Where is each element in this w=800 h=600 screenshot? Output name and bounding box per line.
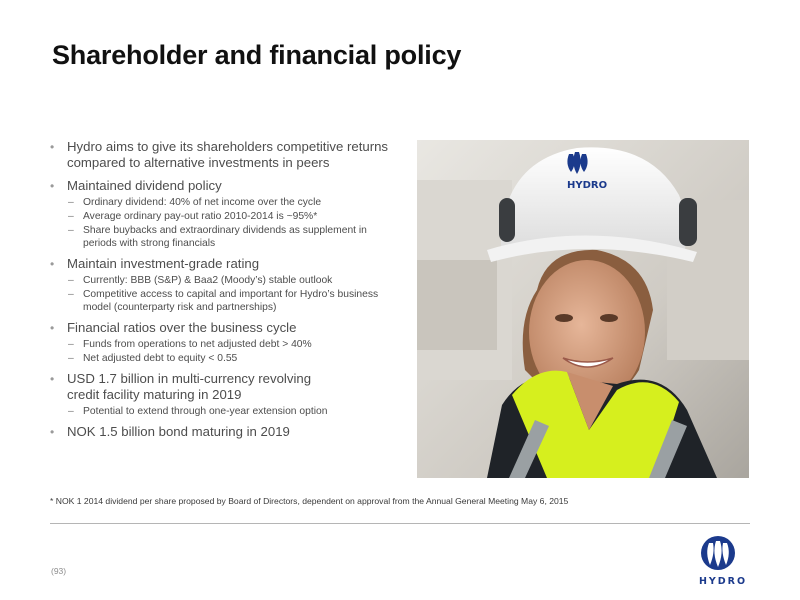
bullet-list — [50, 139, 405, 446]
bullet-text: USD 1.7 billion in multi-currency revolving credit facility maturing in 2019 — [67, 371, 312, 402]
bullet-dot-icon: • — [50, 372, 55, 386]
bullet-text: Maintain investment-grade rating — [67, 256, 260, 271]
sub-bullet-item — [67, 352, 405, 365]
dash-icon: – — [68, 211, 74, 222]
bullet-dot-icon: • — [50, 321, 55, 335]
sub-bullet-text: Competitive access to capital and important for Hydro’s business model (counterparty risk and partnerships) — [83, 289, 379, 313]
worker-illustration — [417, 140, 749, 478]
bullet-text: NOK 1.5 billion bond maturing in 2019 — [67, 424, 290, 439]
sub-bullet-list — [67, 274, 405, 314]
sub-bullet-list — [67, 196, 405, 250]
sub-bullet-item — [67, 288, 405, 314]
sub-bullet-item — [67, 196, 405, 209]
bullet-dot-icon: • — [50, 179, 55, 193]
bullet-item — [50, 320, 405, 365]
sub-bullet-text: Currently: BBB (S&P) & Baa2 (Moody’s) stable outlook — [83, 275, 333, 286]
footer-divider — [50, 523, 750, 524]
sub-bullet-text: Potential to extend through one-year extension option — [83, 406, 328, 417]
sub-bullet-text: Ordinary dividend: 40% of net income over the cycle — [83, 197, 322, 208]
bullet-item — [50, 139, 405, 171]
dash-icon: – — [68, 225, 74, 236]
bullet-item — [50, 371, 405, 418]
bullet-text: Maintained dividend policy — [67, 178, 222, 193]
sub-bullet-text: Average ordinary pay-out ratio 2010-2014 is ~95%* — [83, 211, 318, 222]
sub-bullet-text: Funds from operations to net adjusted debt > 40% — [83, 339, 312, 350]
sub-bullet-item — [67, 338, 405, 351]
dash-icon: – — [68, 289, 74, 300]
dash-icon: – — [68, 406, 74, 417]
sub-bullet-list — [67, 405, 405, 418]
sub-bullet-list — [67, 338, 405, 365]
bullet-dot-icon: • — [50, 425, 55, 439]
sub-bullet-item — [67, 405, 405, 418]
sub-bullet-item — [67, 210, 405, 223]
dash-icon: – — [68, 353, 74, 364]
hydro-logo-text: HYDRO — [698, 576, 748, 587]
bullet-dot-icon: • — [50, 140, 55, 154]
bullet-text: Financial ratios over the business cycle — [67, 320, 297, 335]
footnote: * NOK 1 2014 dividend per share proposed by Board of Directors, dependent on approval from the Annual General Meeting May 6, 2015 — [50, 496, 569, 506]
worker-photo — [417, 140, 749, 478]
bullet-item — [50, 424, 405, 440]
page-number: (93) — [51, 566, 67, 576]
bullet-dot-icon: • — [50, 257, 55, 271]
bullet-item — [50, 256, 405, 314]
sub-bullet-item — [67, 224, 405, 250]
dash-icon: – — [68, 339, 74, 350]
bullet-item — [50, 178, 405, 250]
dash-icon: – — [68, 275, 74, 286]
helmet-brand-text: HYDRO — [567, 180, 608, 191]
sub-bullet-item — [67, 274, 405, 287]
bullet-text: Hydro aims to give its shareholders competitive returns compared to alternative investments in peers — [67, 139, 389, 170]
sub-bullet-text: Net adjusted debt to equity < 0.55 — [83, 353, 238, 364]
dash-icon: – — [68, 197, 74, 208]
sub-bullet-text: Share buybacks and extraordinary dividends as supplement in periods with strong financials — [83, 225, 367, 249]
slide-title: Shareholder and financial policy — [52, 40, 462, 70]
